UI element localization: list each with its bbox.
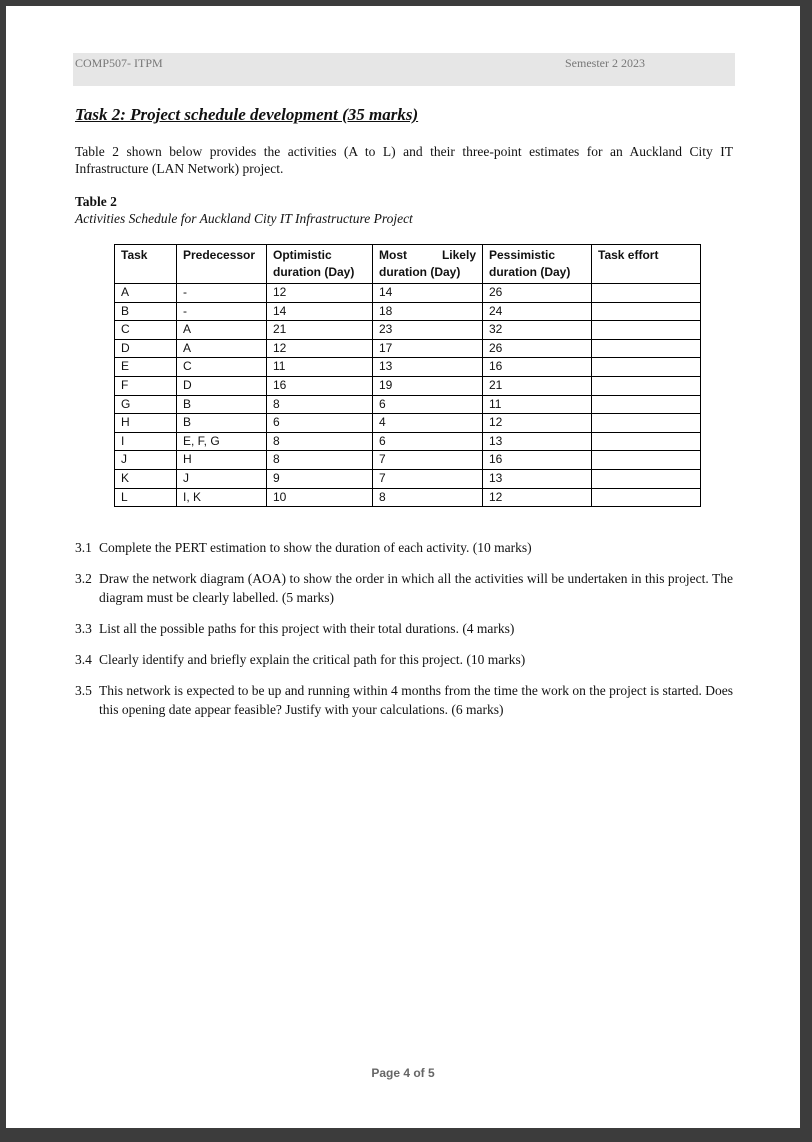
cell-task-effort	[592, 376, 701, 395]
question-text: This network is expected to be up and running within 4 months from the time the work on the project is started. Does this opening date appear feasible? Justify with your calculations. (6 marks)	[99, 683, 733, 717]
page-header	[73, 53, 735, 86]
cell-most-likely: 13	[373, 358, 483, 377]
cell-predecessor: -	[177, 302, 267, 321]
cell-task: B	[115, 302, 177, 321]
cell-most-likely: 23	[373, 321, 483, 340]
cell-predecessor: I, K	[177, 488, 267, 507]
cell-pessimistic: 26	[483, 339, 592, 358]
cell-task-effort	[592, 302, 701, 321]
intro-paragraph: Table 2 shown below provides the activities (A to L) and their three-point estimates for an Auckland City IT Infrastructure (LAN Network) project.	[75, 144, 733, 176]
header-pessimistic: Pessimistic duration (Day)	[483, 245, 592, 284]
cell-optimistic: 14	[267, 302, 373, 321]
task-title: Task 2: Project schedule development (35 marks)	[75, 105, 419, 124]
table-caption: Activities Schedule for Auckland City IT Infrastructure Project	[75, 211, 413, 226]
cell-task: L	[115, 488, 177, 507]
header-optimistic: Optimistic duration (Day)	[267, 245, 373, 284]
question-item	[75, 650, 733, 669]
question-number: 3.5	[75, 683, 92, 698]
table-row	[115, 358, 701, 377]
cell-optimistic: 21	[267, 321, 373, 340]
cell-optimistic: 16	[267, 376, 373, 395]
question-text: Clearly identify and briefly explain the critical path for this project. (10 marks)	[99, 652, 526, 667]
cell-task-effort	[592, 395, 701, 414]
question-text: Draw the network diagram (AOA) to show the order in which all the activities will be undertaken in this project. The diagram must be clearly labelled. (5 marks)	[99, 571, 733, 605]
cell-task-effort	[592, 469, 701, 488]
table-header-row	[115, 245, 701, 284]
cell-optimistic: 10	[267, 488, 373, 507]
cell-task-effort	[592, 432, 701, 451]
table-row	[115, 376, 701, 395]
table-row	[115, 488, 701, 507]
question-item	[75, 681, 733, 719]
cell-task: K	[115, 469, 177, 488]
table-row	[115, 395, 701, 414]
cell-predecessor: E, F, G	[177, 432, 267, 451]
question-list	[75, 538, 733, 731]
table-row	[115, 469, 701, 488]
cell-task: J	[115, 451, 177, 470]
header-predecessor: Predecessor	[177, 245, 267, 284]
cell-task: F	[115, 376, 177, 395]
cell-pessimistic: 13	[483, 432, 592, 451]
cell-most-likely: 6	[373, 432, 483, 451]
cell-pessimistic: 32	[483, 321, 592, 340]
cell-optimistic: 8	[267, 451, 373, 470]
question-number: 3.4	[75, 652, 92, 667]
header-task: Task	[115, 245, 177, 284]
cell-most-likely: 8	[373, 488, 483, 507]
cell-optimistic: 8	[267, 432, 373, 451]
cell-most-likely: 19	[373, 376, 483, 395]
cell-pessimistic: 24	[483, 302, 592, 321]
table-row	[115, 321, 701, 340]
question-text: Complete the PERT estimation to show the duration of each activity. (10 marks)	[99, 540, 532, 555]
course-code: COMP507- ITPM	[75, 56, 163, 70]
cell-most-likely: 18	[373, 302, 483, 321]
cell-most-likely: 6	[373, 395, 483, 414]
cell-predecessor: H	[177, 451, 267, 470]
cell-task-effort	[592, 358, 701, 377]
cell-pessimistic: 13	[483, 469, 592, 488]
header-most-likely: Most Likely duration (Day)	[373, 245, 483, 284]
cell-most-likely: 7	[373, 451, 483, 470]
cell-task-effort	[592, 339, 701, 358]
cell-optimistic: 6	[267, 414, 373, 433]
cell-optimistic: 12	[267, 339, 373, 358]
question-number: 3.1	[75, 540, 92, 555]
cell-most-likely: 14	[373, 284, 483, 303]
cell-pessimistic: 26	[483, 284, 592, 303]
cell-optimistic: 11	[267, 358, 373, 377]
cell-optimistic: 8	[267, 395, 373, 414]
cell-task: C	[115, 321, 177, 340]
cell-optimistic: 9	[267, 469, 373, 488]
cell-pessimistic: 12	[483, 488, 592, 507]
cell-task-effort	[592, 321, 701, 340]
activities-schedule-table	[114, 244, 701, 507]
cell-most-likely: 4	[373, 414, 483, 433]
cell-task: E	[115, 358, 177, 377]
cell-task: H	[115, 414, 177, 433]
cell-task: G	[115, 395, 177, 414]
page-number: Page 4 of 5	[371, 1066, 435, 1080]
cell-pessimistic: 11	[483, 395, 592, 414]
cell-optimistic: 12	[267, 284, 373, 303]
cell-pessimistic: 16	[483, 451, 592, 470]
cell-predecessor: D	[177, 376, 267, 395]
cell-most-likely: 7	[373, 469, 483, 488]
cell-pessimistic: 12	[483, 414, 592, 433]
cell-task-effort	[592, 488, 701, 507]
question-item	[75, 619, 733, 638]
document-page	[6, 6, 800, 1128]
table-row	[115, 339, 701, 358]
table-row	[115, 432, 701, 451]
cell-pessimistic: 16	[483, 358, 592, 377]
question-item	[75, 569, 733, 607]
cell-predecessor: C	[177, 358, 267, 377]
question-item	[75, 538, 733, 557]
cell-task: I	[115, 432, 177, 451]
cell-predecessor: B	[177, 414, 267, 433]
semester-label: Semester 2 2023	[565, 56, 645, 70]
cell-task: D	[115, 339, 177, 358]
cell-pessimistic: 21	[483, 376, 592, 395]
cell-task-effort	[592, 414, 701, 433]
header-task-effort: Task effort	[592, 245, 701, 284]
table-label: Table 2	[75, 194, 117, 209]
table-row	[115, 414, 701, 433]
question-number: 3.3	[75, 621, 92, 636]
table-row	[115, 451, 701, 470]
question-number: 3.2	[75, 571, 92, 586]
cell-predecessor: B	[177, 395, 267, 414]
cell-predecessor: J	[177, 469, 267, 488]
table-row	[115, 302, 701, 321]
cell-task-effort	[592, 284, 701, 303]
cell-predecessor: -	[177, 284, 267, 303]
table-row	[115, 284, 701, 303]
cell-predecessor: A	[177, 321, 267, 340]
cell-predecessor: A	[177, 339, 267, 358]
question-text: List all the possible paths for this project with their total durations. (4 marks)	[99, 621, 515, 636]
cell-task-effort	[592, 451, 701, 470]
cell-task: A	[115, 284, 177, 303]
cell-most-likely: 17	[373, 339, 483, 358]
